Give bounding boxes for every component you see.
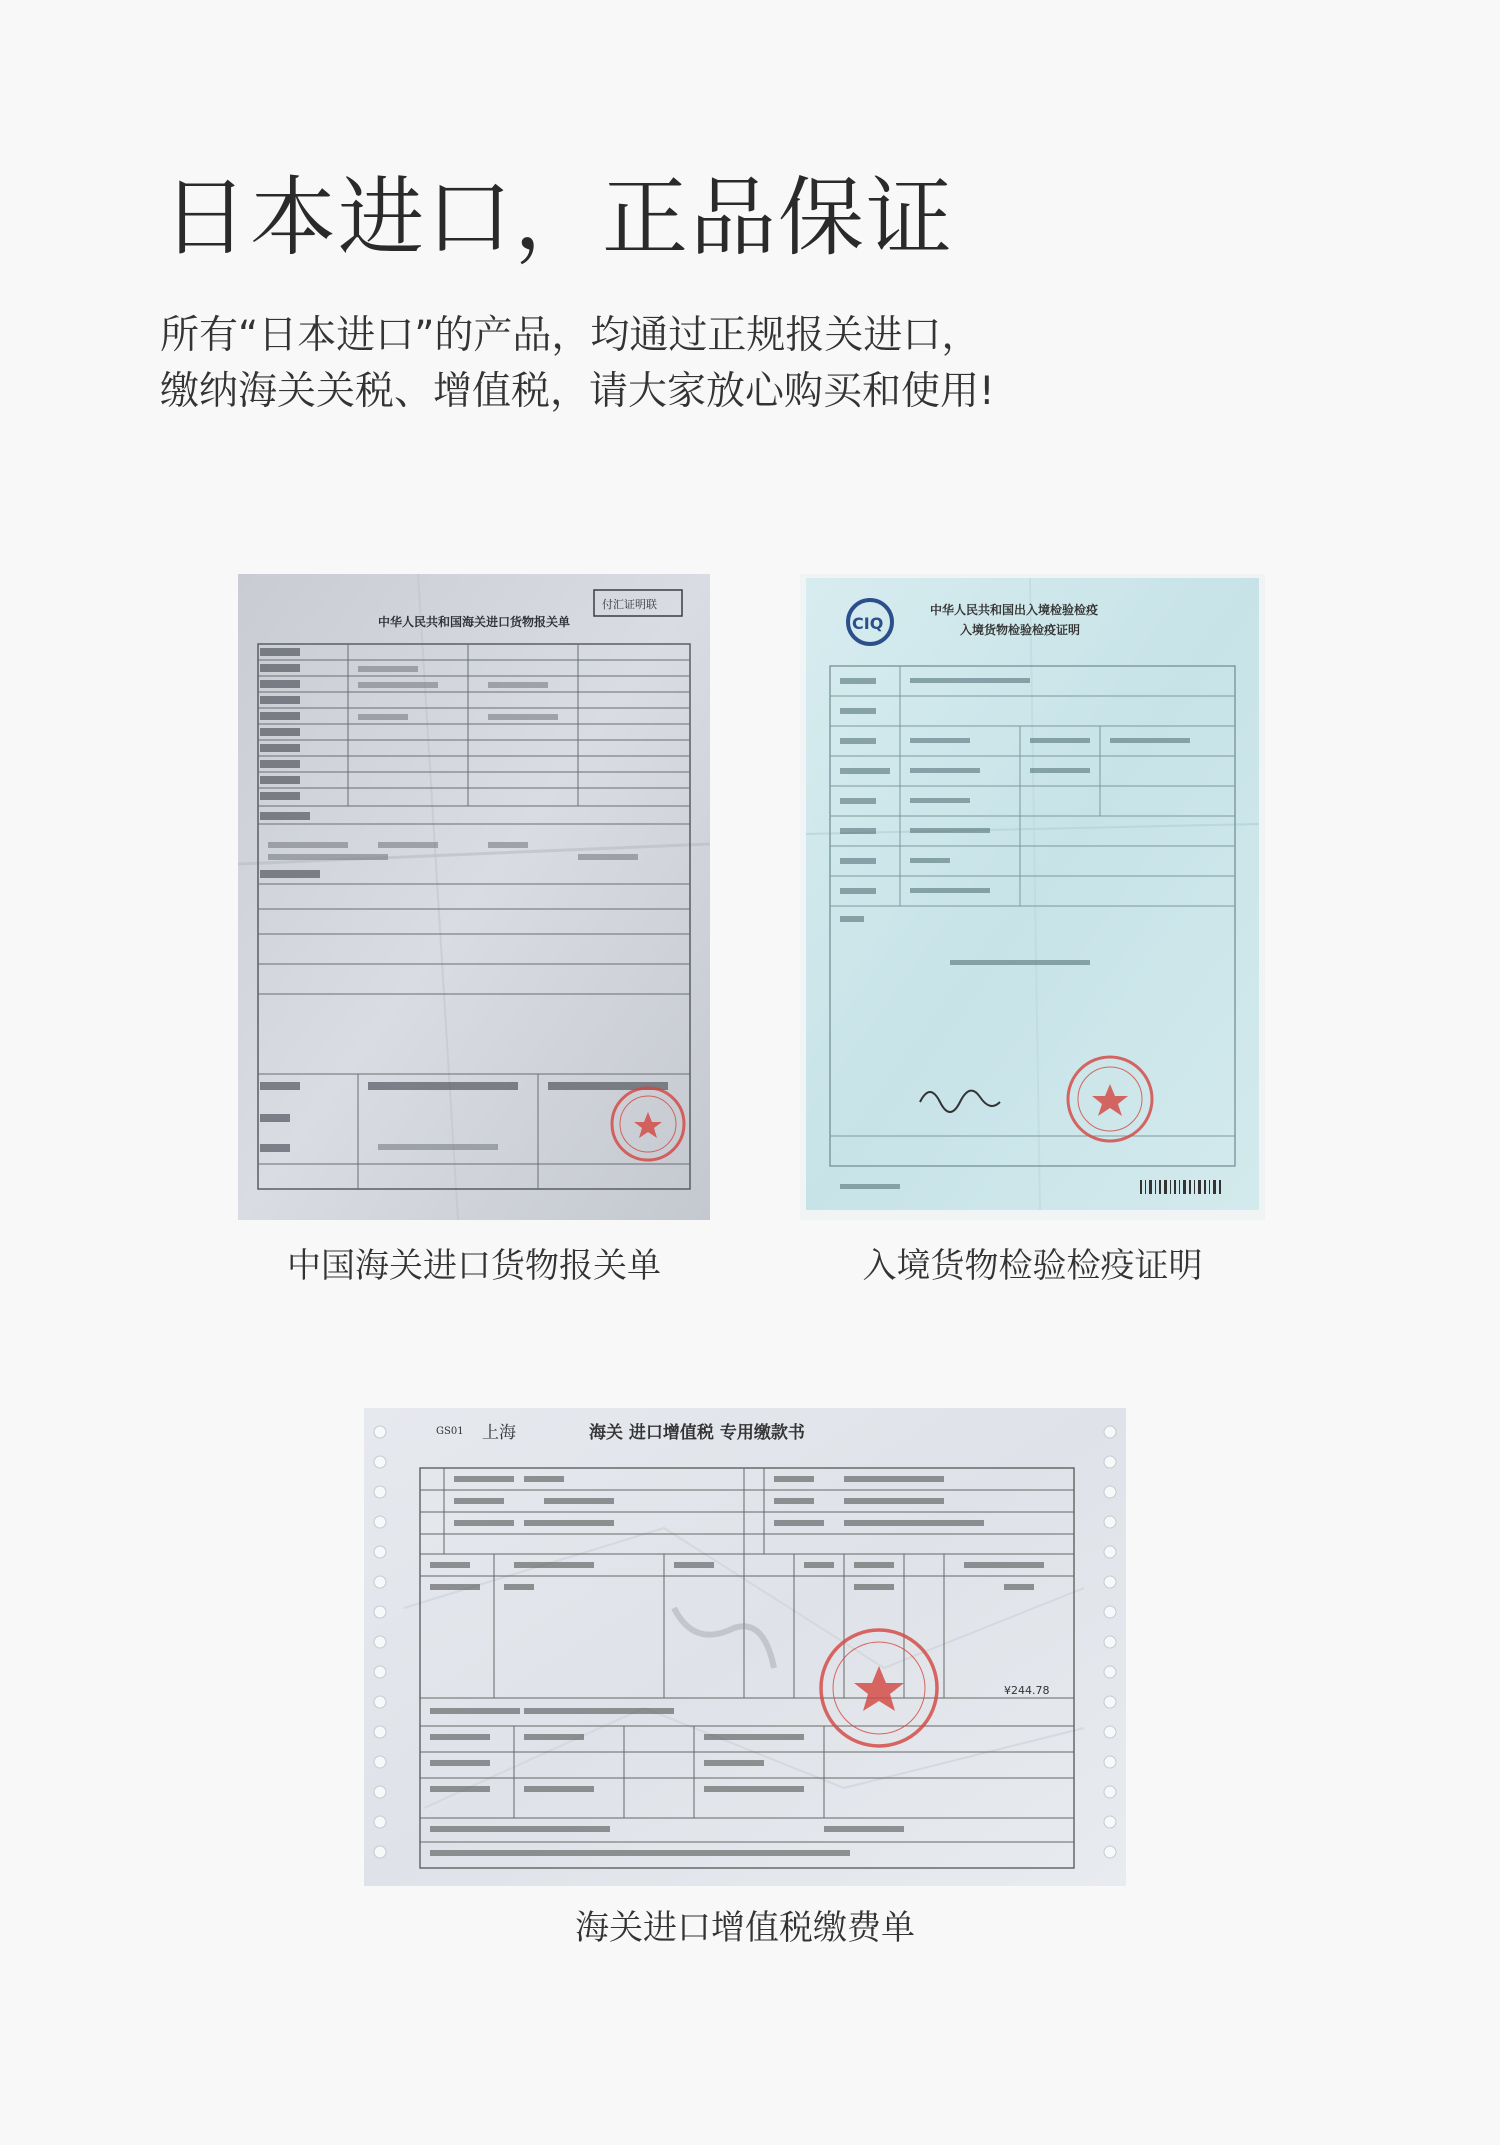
ciq-logo-text: CIQ [852,614,884,633]
caption-customs-declaration: 中国海关进口货物报关单 [287,1246,661,1286]
intro-text [160,308,1360,420]
vat-form-code: GS01 [436,1426,464,1437]
vat-header-text: 海关 进口增值税 专用缴款书 [589,1423,805,1443]
customs-header-text: 中华人民共和国海关进口货物报关单 [378,615,571,629]
caption-inspection-certificate: 入境货物检验检疫证明 [862,1246,1203,1286]
customs-declaration-image [238,574,710,1220]
customs-tag-text: 付汇证明联 [602,598,657,611]
intro-line-1: 所有“日本进口”的产品，均通过正规报关进口， [160,313,981,358]
inspection-certificate-image [800,574,1265,1220]
page-title: 日本进口，正品保证 [162,168,954,268]
caption-vat-payment-slip: 海关进口增值税缴费单 [575,1908,915,1948]
inspection-subheader-text: 入境货物检验检疫证明 [960,623,1081,637]
vat-amount-text: ¥244.78 [1004,1684,1050,1697]
intro-line-2: 缴纳海关关税、增值税，请大家放心购买和使用! [160,369,995,414]
vat-payment-slip-image [364,1408,1126,1886]
vat-header-left: 上海 [482,1423,516,1443]
inspection-header-text: 中华人民共和国出入境检验检疫 [930,603,1099,617]
